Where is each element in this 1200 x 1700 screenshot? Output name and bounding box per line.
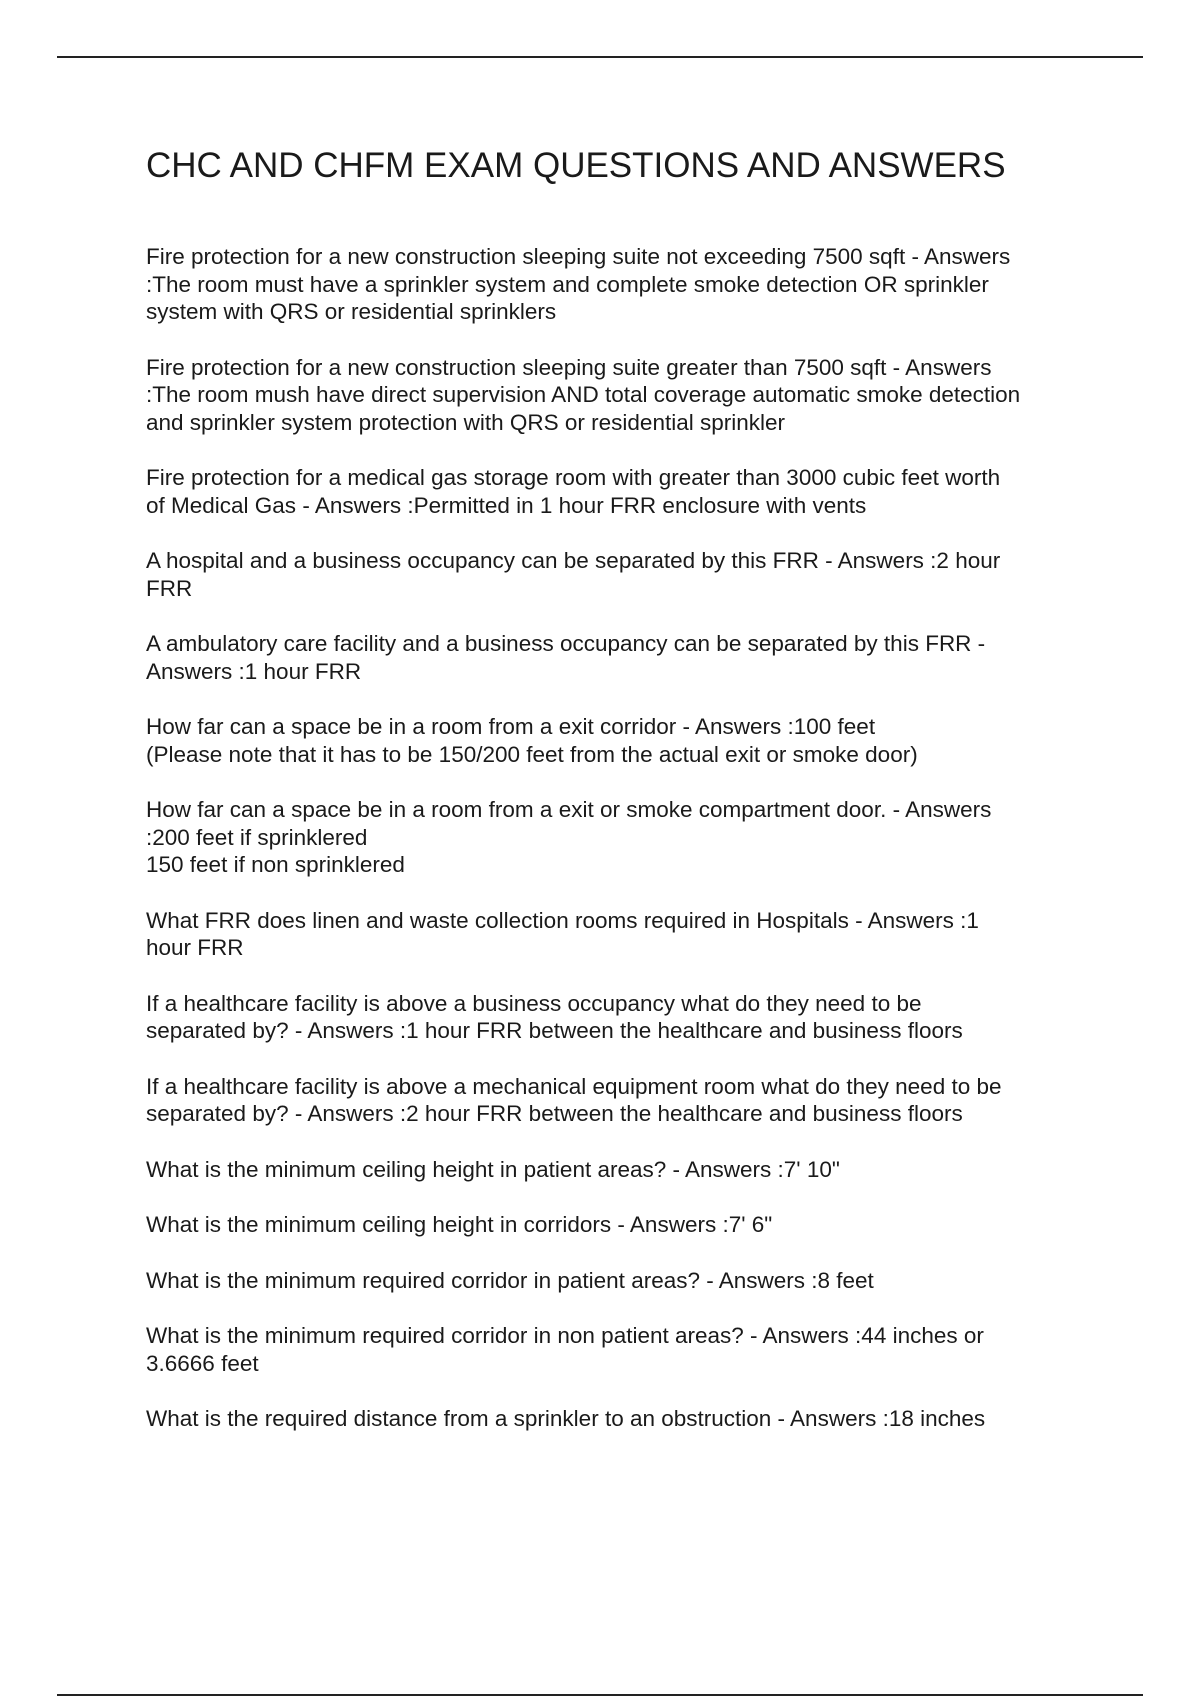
- qa-item: What is the minimum ceiling height in patient areas? - Answers :7' 10": [146, 1156, 840, 1182]
- qa-item: If a healthcare facility is above a mechanical equipment room what do they need to be separated by? - Answers :2 hour FRR between the healthcare and business floors: [146, 1073, 1002, 1126]
- qa-item: What is the minimum ceiling height in corridors - Answers :7' 6": [146, 1212, 773, 1237]
- qa-item: Fire protection for a new construction sleeping suite not exceeding 7500 sqft - Answers :The room must have a sprinkler system and complete smoke detection OR sprinkler system with QRS or residential sprinklers: [146, 244, 1011, 324]
- qa-item: How far can a space be in a room from a exit or smoke compartment door. - Answers :200 feet if sprinklered 150 feet if non sprinklered: [146, 797, 992, 877]
- bottom-divider: [57, 1694, 1143, 1696]
- page-title: CHC AND CHFM EXAM QUESTIONS AND ANSWERS: [146, 146, 1006, 185]
- qa-item: What is the required distance from a sprinkler to an obstruction - Answers :18 inches: [146, 1406, 986, 1431]
- qa-item: Fire protection for a medical gas storage room with greater than 3000 cubic feet worth of Medical Gas - Answers :Permitted in 1 hour FRR enclosure with vents: [146, 465, 1001, 518]
- qa-item: What FRR does linen and waste collection rooms required in Hospitals - Answers :1 hour FRR: [146, 907, 979, 960]
- qa-item: A ambulatory care facility and a business occupancy can be separated by this FRR - Answers :1 hour FRR: [146, 631, 986, 684]
- top-divider: [57, 56, 1143, 58]
- qa-item: A hospital and a business occupancy can be separated by this FRR - Answers :2 hour FRR: [146, 548, 1001, 601]
- qa-item: What is the minimum required corridor in patient areas? - Answers :8 feet: [146, 1267, 874, 1293]
- qa-item: Fire protection for a new construction sleeping suite greater than 7500 sqft - Answers :The room mush have direct supervision AND total coverage automatic smoke detection and sprinkler system protection with QRS or residential sprinkler: [146, 354, 1021, 435]
- qa-item: If a healthcare facility is above a business occupancy what do they need to be separated by? - Answers :1 hour FRR between the healthcare and business floors: [146, 990, 963, 1043]
- qa-item: How far can a space be in a room from a exit corridor - Answers :100 feet (Please note that it has to be 150/200 feet from the actual exit or smoke door): [146, 714, 918, 767]
- qa-item: What is the minimum required corridor in non patient areas? - Answers :44 inches or 3.6666 feet: [146, 1323, 984, 1376]
- qa-list: [146, 243, 1092, 1461]
